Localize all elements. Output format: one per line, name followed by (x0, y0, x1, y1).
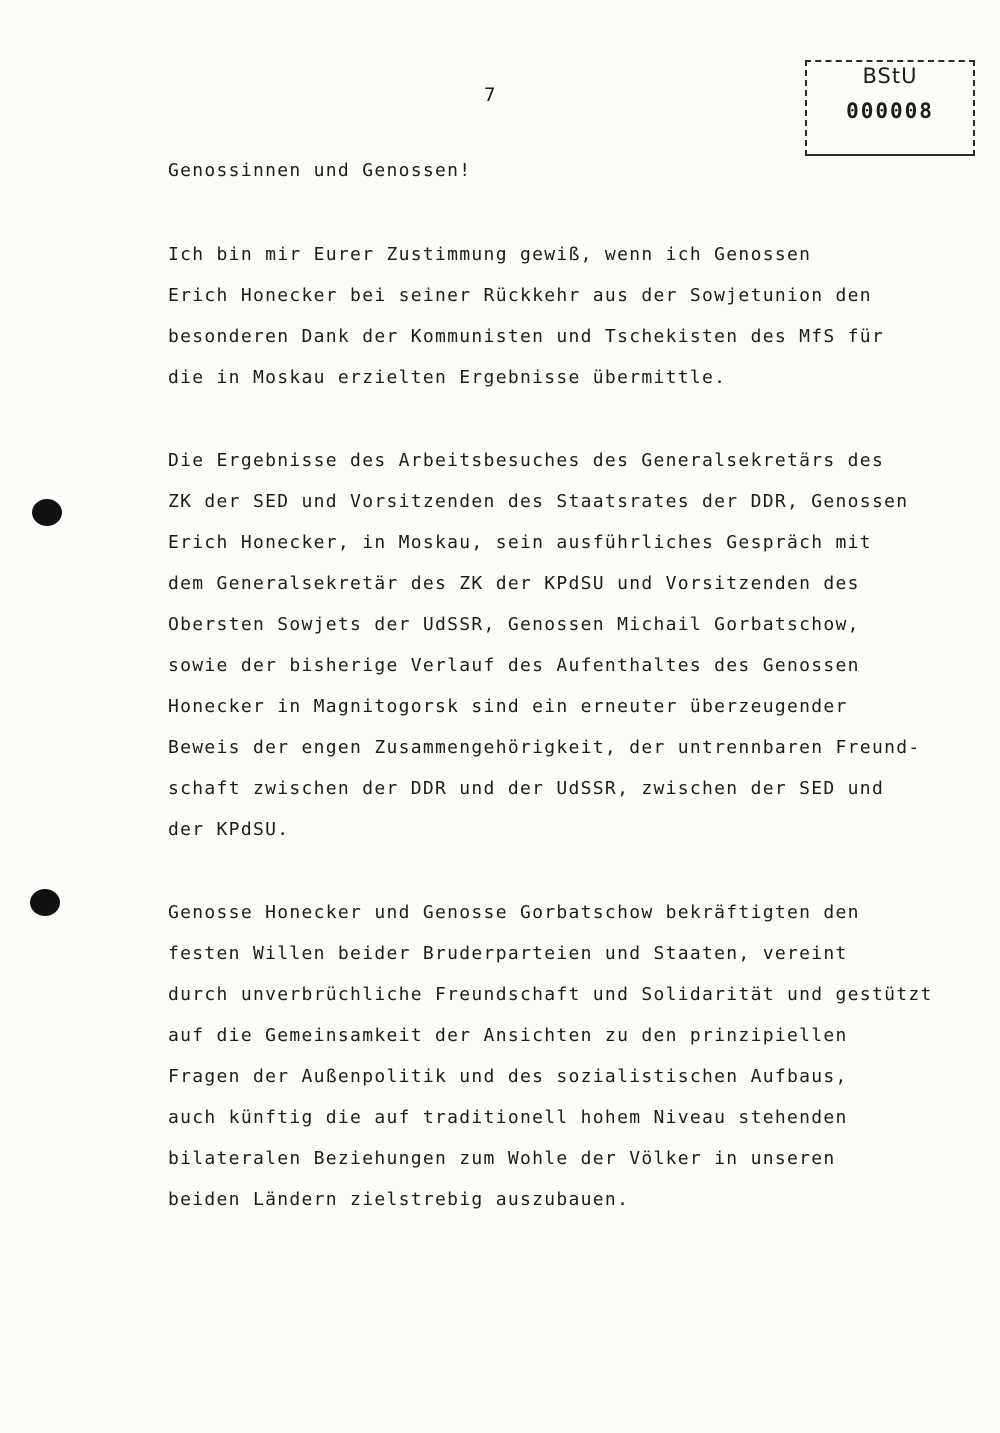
text-line: auch künftig die auf traditionell hohem Niveau stehenden (168, 1107, 848, 1128)
punch-hole (30, 889, 60, 916)
text-line: Honecker in Magnitogorsk sind ein erneuter überzeugender (168, 696, 848, 717)
text-line: ZK der SED und Vorsitzenden des Staatsrates der DDR, Genossen (168, 491, 909, 512)
text-line: der KPdSU. (168, 819, 290, 840)
text-line: festen Willen beider Bruderparteien und Staaten, vereint (168, 943, 848, 964)
text-line: Die Ergebnisse des Arbeitsbesuches des Generalsekretärs des (168, 450, 885, 471)
text-line: besonderen Dank der Kommunisten und Tschekisten des MfS für (168, 326, 885, 347)
text-line: die in Moskau erzielten Ergebnisse übermittle. (168, 367, 727, 388)
stamp-title: BStU (862, 64, 918, 88)
text-line: schaft zwischen der DDR und der UdSSR, zwischen der SED und (168, 778, 885, 799)
page-number: 7 (484, 84, 497, 106)
paragraph-2 (168, 450, 948, 860)
text-line: sowie der bisherige Verlauf des Aufenthaltes des Genossen (168, 655, 860, 676)
paragraph-3 (168, 902, 948, 1230)
text-line: durch unverbrüchliche Freundschaft und Solidarität und gestützt (168, 984, 933, 1005)
stamp-number: 000008 (846, 99, 934, 123)
salutation: Genossinnen und Genossen! (168, 160, 472, 181)
punch-hole (32, 499, 62, 526)
text-line: Erich Honecker bei seiner Rückkehr aus der Sowjetunion den (168, 285, 872, 306)
text-line: Erich Honecker, in Moskau, sein ausführliches Gespräch mit (168, 532, 872, 553)
text-line: Genosse Honecker und Genosse Gorbatschow bekräftigten den (168, 902, 860, 923)
text-line: bilateralen Beziehungen zum Wohle der Völker in unseren (168, 1148, 836, 1169)
text-line: Fragen der Außenpolitik und des sozialistischen Aufbaus, (168, 1066, 848, 1087)
archive-stamp (805, 60, 975, 156)
text-line: dem Generalsekretär des ZK der KPdSU und Vorsitzenden des (168, 573, 860, 594)
text-line: Beweis der engen Zusammengehörigkeit, der untrennbaren Freund- (168, 737, 921, 758)
text-line: auf die Gemeinsamkeit der Ansichten zu den prinzipiellen (168, 1025, 848, 1046)
paragraph-1 (168, 244, 948, 408)
text-line: Ich bin mir Eurer Zustimmung gewiß, wenn ich Genossen (168, 244, 812, 265)
text-line: Obersten Sowjets der UdSSR, Genossen Michail Gorbatschow, (168, 614, 860, 635)
text-line: beiden Ländern zielstrebig auszubauen. (168, 1189, 630, 1210)
